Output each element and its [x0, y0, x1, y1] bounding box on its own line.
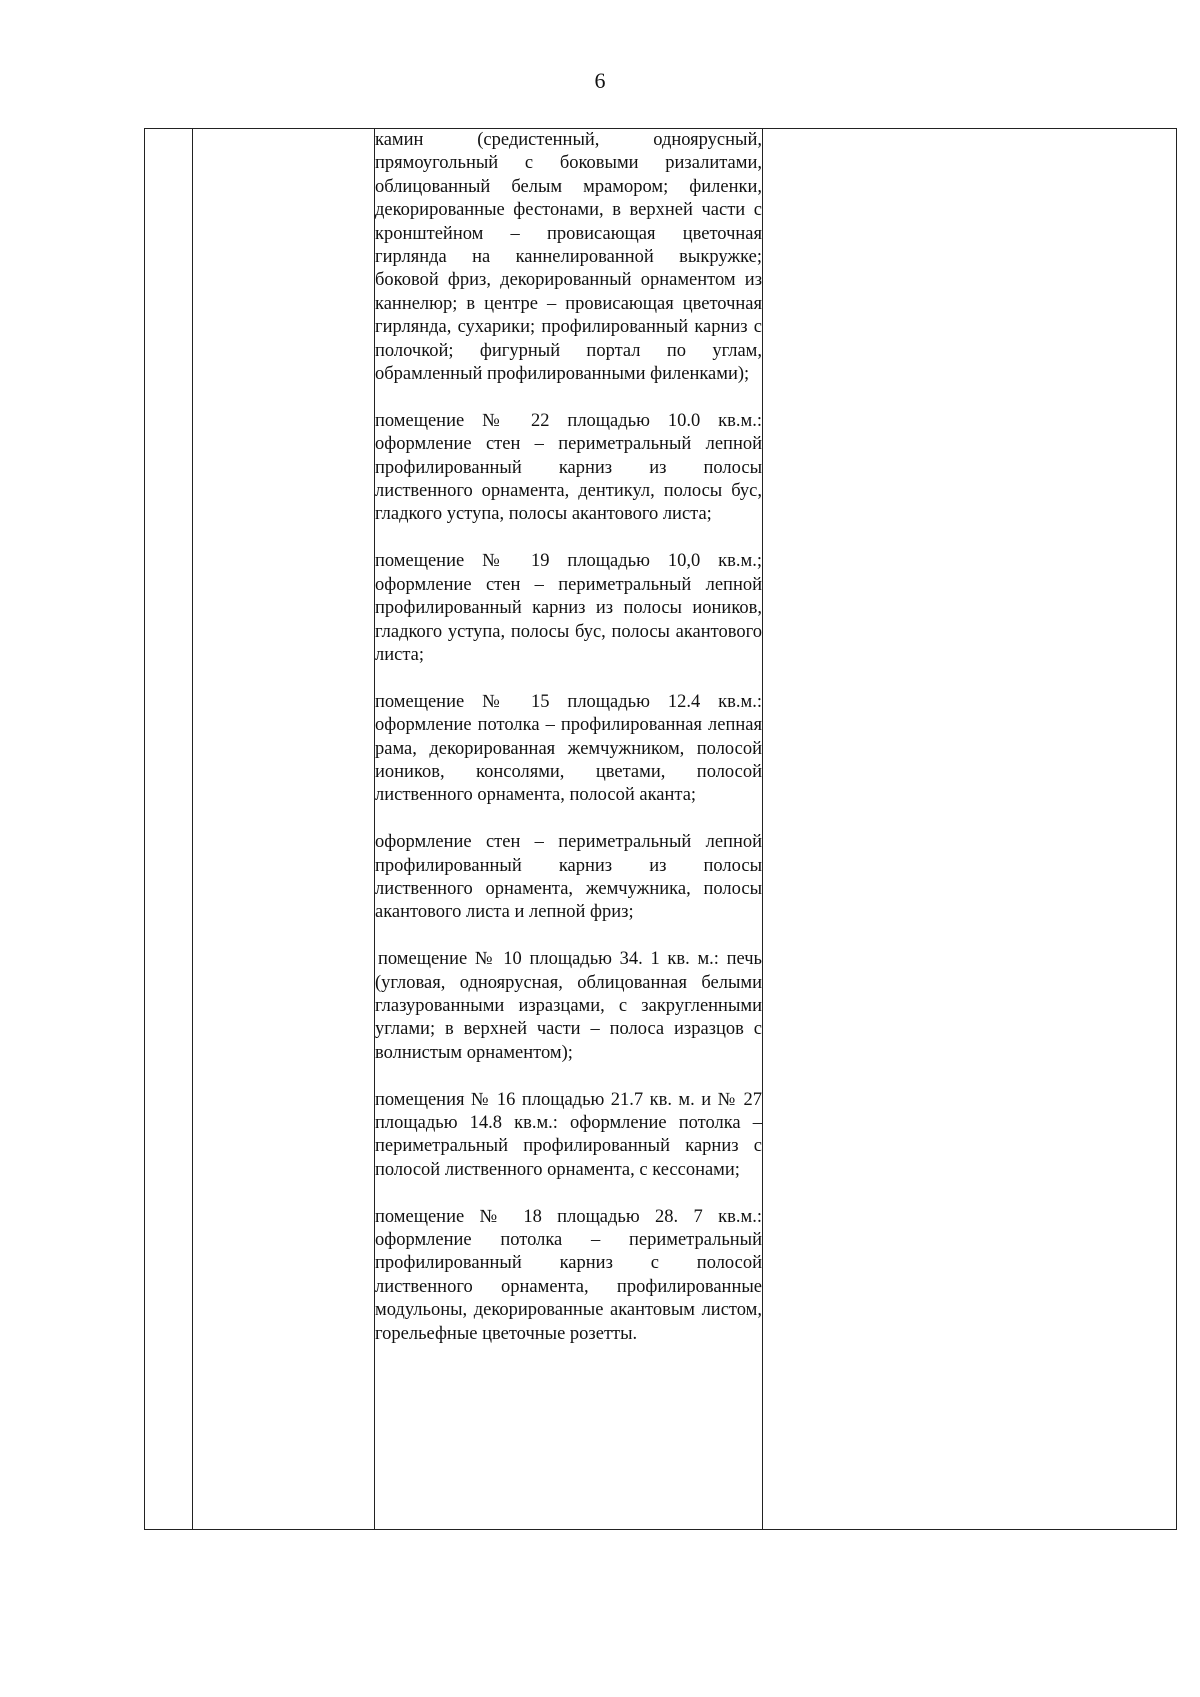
rooms-16-27-description: помещения № 16 площадью 21.7 кв. м. и № 27 площадью 14.8 кв.м.: оформление потолка – периметральный профилированный карниз с полосой лиственного орнамента, с кессонами; [375, 1089, 762, 1180]
room-18-description: помещение № 18 площадью 28. 7 кв.м.: оформление потолка – периметральный профилированный карниз с полосой лиственного орнамента, профилированные модульоны, декорированные акантовым листом, горельефные цветочные розетты. [375, 1206, 762, 1344]
fireplace-description: камин (средистенный, одноярусный, прямоугольный с боковыми ризалитами, облицованный белым мрамором; филенки, декорированные фестонами, в верхней части с кронштейном – провисающая цветочная гирлянда на каннелированной выкружке; боковой фриз, декорированный орнаментом из каннелюр; в центре – провисающая цветочная гирлянда, сухарики; профилированный карниз с полочкой; фигурный портал по углам, обрамленный профилированными филенками); [375, 130, 762, 385]
object-register-table [144, 128, 1177, 1530]
room-19-description: помещение № 19 площадью 10,0 кв.м.; оформление стен – периметральный лепной профилированный карниз из полосы иоников, гладкого уступа, полосы бус, полосы акантового листа; [375, 551, 762, 665]
room-22-description: помещение № 22 площадью 10.0 кв.м.: оформление стен – периметральный лепной профилированный карниз из полосы лиственного орнамента, дентикул, полосы бус, гладкого уступа, полосы акантового листа; [375, 410, 762, 525]
object-name-cell [193, 129, 375, 1530]
page-number: 6 [594, 68, 606, 93]
room-10-description: помещение № 10 площадью 34. 1 кв. м.: печь (угловая, одноярусная, облицованная белыми глазурованными изразцами, с закругленными углами; в верхней части – полоса изразцов с волнистым орнаментом); [375, 949, 762, 1063]
room-15-walls-description: оформление стен – периметральный лепной профилированный карниз из полосы лиственного орнамента, жемчужника, полосы акантового листа и лепной фриз; [375, 832, 762, 923]
table-row [145, 129, 1177, 1530]
protected-elements-cell [375, 129, 763, 1530]
number-cell [145, 129, 193, 1530]
room-15-ceiling-description: помещение № 15 площадью 12.4 кв.м.: оформление потолка – профилированная лепная рама, декорированная жемчужником, полосой иоников, консолями, цветами, полосой лиственного орнамента, полосой аканта; [375, 691, 762, 806]
notes-cell [763, 129, 1177, 1530]
